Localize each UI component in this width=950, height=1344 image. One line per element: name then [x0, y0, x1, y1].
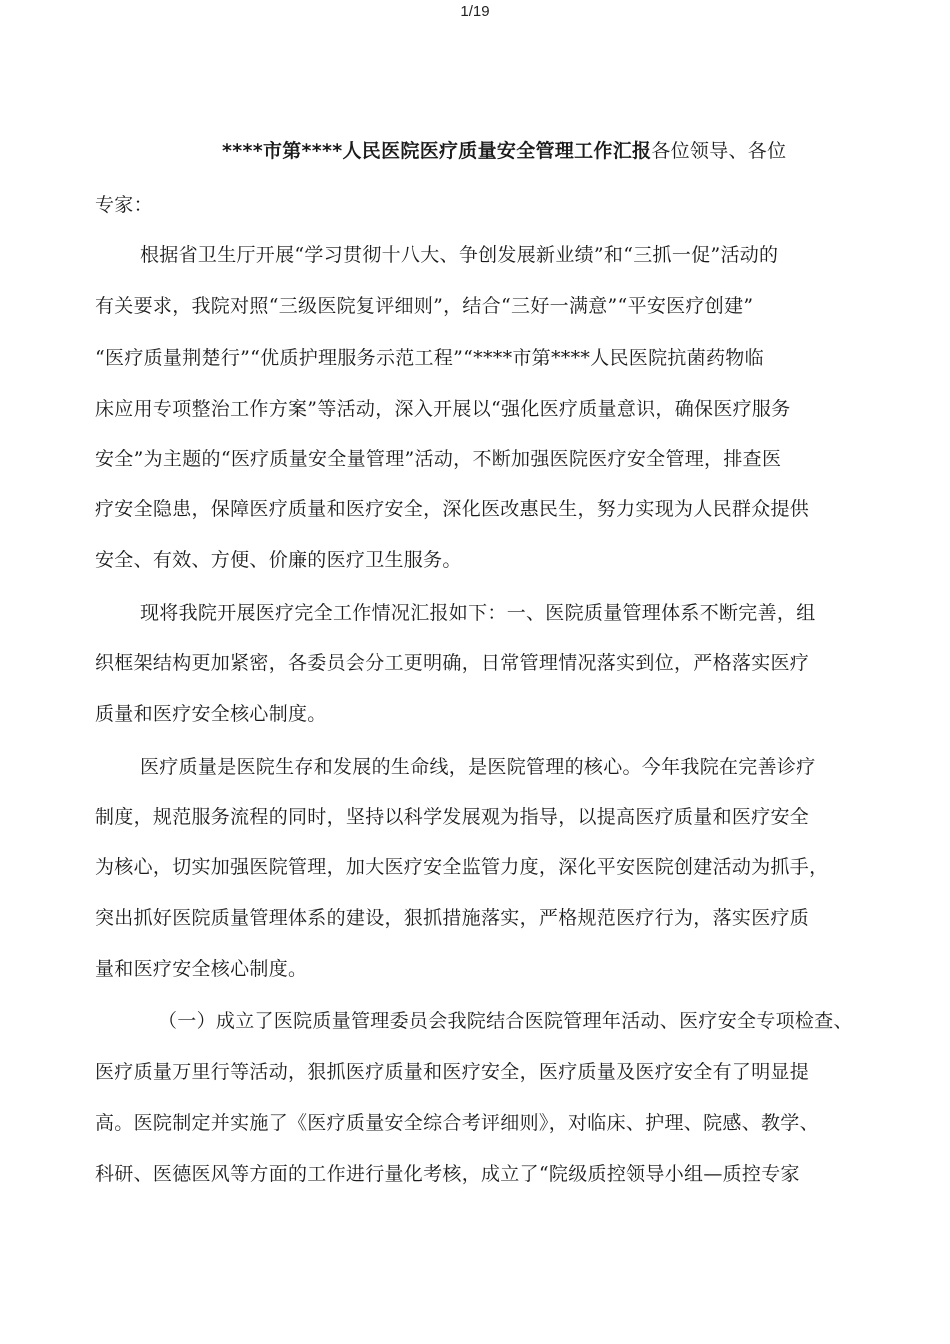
- paragraph-line: 有关要求，我院对照“三级医院复评细则”，结合“三好一满意”“平安医疗创建”: [95, 295, 754, 317]
- paragraph-line: 高。医院制定并实施了《医疗质量安全综合考评细则》，对临床、护理、院感、教学、: [95, 1112, 819, 1134]
- salutation-continued: 专家：: [95, 194, 153, 216]
- paragraph-line: 质量和医疗安全核心制度。: [95, 703, 327, 725]
- paragraph-line: 现将我院开展医疗完全工作情况汇报如下：一、医院质量管理体系不断完善，组: [140, 602, 816, 624]
- paragraph-line: 床应用专项整治工作方案”等活动，深入开展以“强化医疗质量意识，确保医疗服务: [95, 398, 791, 420]
- paragraph-line: 医疗质量是医院生存和发展的生命线，是医院管理的核心。今年我院在完善诊疗: [140, 756, 816, 778]
- salutation: 各位领导、各位: [651, 140, 787, 162]
- paragraph-line: 为核心，切实加强医院管理，加大医疗安全监管力度，深化平安医院创建活动为抓手，: [95, 856, 829, 878]
- paragraph-line: 织框架结构更加紧密，各委员会分工更明确，日常管理情况落实到位，严格落实医疗: [95, 652, 810, 674]
- paragraph-line: 根据省卫生厅开展“学习贯彻十八大、争创发展新业绩”和“三抓一促”活动的: [140, 244, 779, 266]
- paragraph-line: （一）成立了医院质量管理委员会我院结合医院管理年活动、医疗安全专项检查、: [158, 1010, 853, 1032]
- paragraph-line: 量和医疗安全核心制度。: [95, 958, 308, 980]
- paragraph-line: 安全、有效、方便、价廉的医疗卫生服务。: [95, 549, 462, 571]
- paragraph-line: 疗安全隐患，保障医疗质量和医疗安全，深化医改惠民生，努力实现为人民群众提供: [95, 498, 810, 520]
- paragraph-line: 制度，规范服务流程的同时，坚持以科学发展观为指导，以提高医疗质量和医疗安全: [95, 806, 810, 828]
- page-number: 1/19: [460, 3, 490, 20]
- paragraph-line: “医疗质量荆楚行”“优质护理服务示范工程”“****市第****人民医院抗菌药物临: [95, 347, 764, 369]
- title-line: [222, 139, 786, 163]
- paragraph-line: 科研、医德医风等方面的工作进行量化考核，成立了“院级质控领导小组—质控专家: [95, 1163, 800, 1185]
- paragraph-line: 安全”为主题的“医疗质量安全量管理”活动，不断加强医院医疗安全管理，排查医: [95, 448, 782, 470]
- document-title: ****市第****人民医院医疗质量安全管理工作汇报: [222, 140, 652, 162]
- paragraph-line: 医疗质量万里行等活动，狠抓医疗质量和医疗安全，医疗质量及医疗安全有了明显提: [95, 1061, 810, 1083]
- paragraph-line: 突出抓好医院质量管理体系的建设，狠抓措施落实，严格规范医疗行为，落实医疗质: [95, 907, 810, 929]
